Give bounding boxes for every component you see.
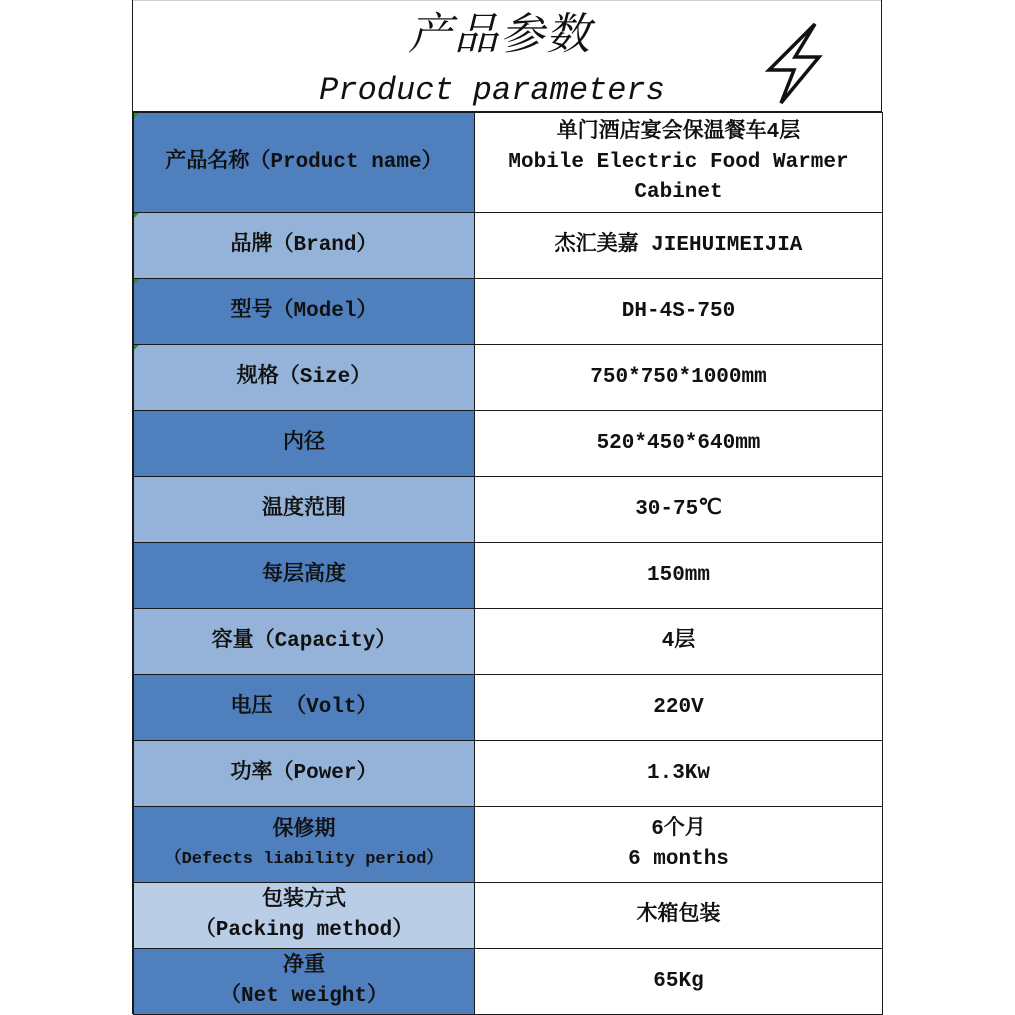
table-row (134, 411, 883, 477)
row-label: 保修期 （Defects liability period） (134, 807, 475, 883)
row-value: 杰汇美嘉 JIEHUIMEIJIA (475, 213, 883, 279)
table-row (134, 675, 883, 741)
table-row (134, 741, 883, 807)
row-label: 每层高度 (134, 543, 475, 609)
row-value: 220V (475, 675, 883, 741)
row-value: 1.3Kw (475, 741, 883, 807)
row-label: 产品名称（Product name） (134, 113, 475, 213)
row-label: 规格（Size） (134, 345, 475, 411)
row-value: 750*750*1000mm (475, 345, 883, 411)
table-row (134, 949, 883, 1015)
row-label: 功率（Power） (134, 741, 475, 807)
table-row (134, 543, 883, 609)
sheet-header (133, 0, 881, 112)
table-row (134, 883, 883, 949)
row-value: 木箱包装 (475, 883, 883, 949)
table-row (134, 113, 883, 213)
row-value: 单门酒店宴会保温餐车4层 Mobile Electric Food Warmer Cabinet (475, 113, 883, 213)
row-label: 品牌（Brand） (134, 213, 475, 279)
lightning-bolt-icon (761, 21, 825, 107)
row-label: 内径 (134, 411, 475, 477)
parameters-table (133, 112, 883, 1015)
row-value: 6个月 6 months (475, 807, 883, 883)
row-value: 150mm (475, 543, 883, 609)
table-row (134, 609, 883, 675)
row-value: 4层 (475, 609, 883, 675)
table-row (134, 213, 883, 279)
row-label: 包装方式 （Packing method） (134, 883, 475, 949)
row-label: 电压 （Volt） (134, 675, 475, 741)
title-chinese: 产品参数 (408, 9, 592, 60)
product-parameters-sheet (132, 0, 882, 1014)
table-row (134, 807, 883, 883)
row-label: 容量（Capacity） (134, 609, 475, 675)
row-value: 520*450*640mm (475, 411, 883, 477)
table-row (134, 345, 883, 411)
row-label: 净重 （Net weight） (134, 949, 475, 1015)
row-label: 型号（Model） (134, 279, 475, 345)
table-row (134, 477, 883, 543)
row-value: DH-4S-750 (475, 279, 883, 345)
row-value: 65Kg (475, 949, 883, 1015)
row-value: 30-75℃ (475, 477, 883, 543)
table-row (134, 279, 883, 345)
row-label: 温度范围 (134, 477, 475, 543)
title-english: Product parameters (319, 72, 665, 109)
